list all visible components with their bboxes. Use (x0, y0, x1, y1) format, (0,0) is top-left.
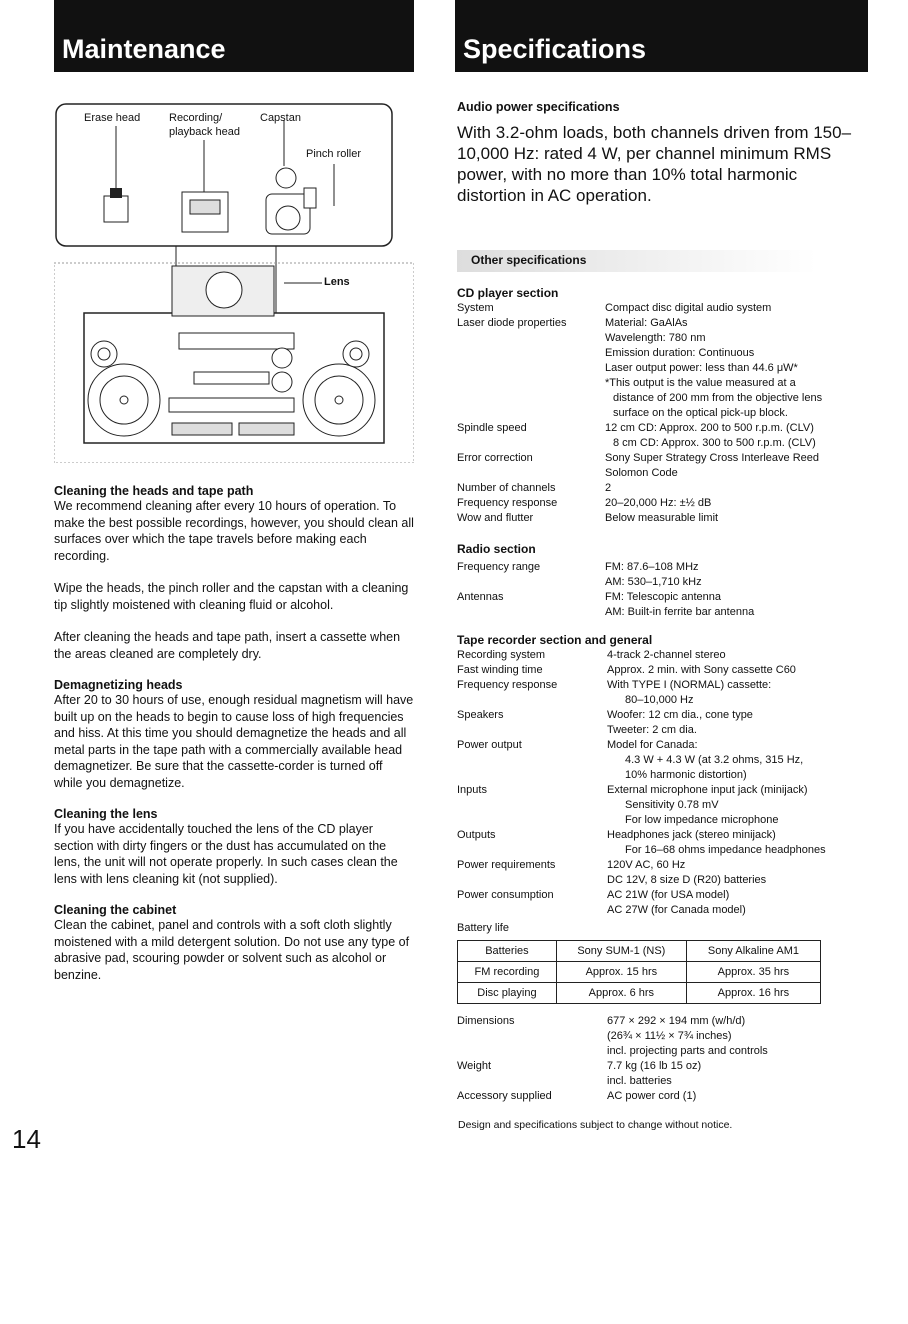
maintenance-title-banner (54, 0, 414, 72)
spec-key: Power requirements (457, 859, 556, 871)
spec-value: FM: 87.6–108 MHz (605, 561, 699, 573)
spec-value: Sony Super Strategy Cross Interleave Reed (605, 452, 820, 464)
spec-key: Number of channels (457, 482, 556, 494)
spec-value: Sensitivity 0.78 mV (625, 799, 719, 811)
maintenance-illustration (54, 88, 414, 463)
paragraph: Clean the cabinet, panel and controls with a soft cloth slightly moistened with a mild detergent solution. Do not use any type of abrasive pad, scouring powder or solvent such as alcohol or benzine. (54, 918, 410, 982)
spec-value: 677 × 292 × 194 mm (w/h/d) (607, 1015, 746, 1027)
spec-value: 12 cm CD: Approx. 200 to 500 r.p.m. (CLV) (605, 422, 814, 434)
paragraph: Wipe the heads, the pinch roller and the capstan with a cleaning tip slightly moistened with cleaning fluid or alcohol. (54, 581, 409, 612)
tape-section (457, 633, 857, 936)
spec-value: External microphone input jack (minijack) (607, 784, 808, 796)
paragraph: We recommend cleaning after every 10 hours of operation. To make the best possible recordings, however, you should clean all surfaces over which the tape travels before making each recording. (54, 499, 414, 563)
section-heading: Cleaning the cabinet (54, 903, 177, 917)
spec-key: Weight (457, 1060, 492, 1072)
spec-key: Power consumption (457, 889, 554, 901)
section-cleaning-heads (54, 484, 414, 564)
audio-power-heading: Audio power specifications (457, 100, 620, 114)
spec-key: Spindle speed (457, 422, 527, 434)
spec-value: Material: GaAlAs (605, 317, 688, 329)
spec-key: Dimensions (457, 1015, 515, 1027)
spec-value: Model for Canada: (607, 739, 698, 751)
spec-key: Wow and flutter (457, 512, 534, 524)
audio-power-text: With 3.2-ohm loads, both channels driven from 150–10,000 Hz: rated 4 W, per channel minimum RMS power, with no more than 10% total harmonic distortion in AC operation. (457, 123, 852, 205)
spec-value: 120V AC, 60 Hz (607, 859, 686, 871)
spec-value: 2 (605, 482, 612, 494)
spec-value: DC 12V, 8 size D (R20) batteries (607, 874, 767, 886)
spec-value: FM: Telescopic antenna (605, 591, 721, 603)
table-cell: FM recording (458, 962, 557, 983)
tape-heading: Tape recorder section and general (457, 633, 653, 647)
maintenance-title: Maintenance (62, 34, 226, 64)
spec-key: Outputs (457, 829, 496, 841)
spec-value: Compact disc digital audio system (605, 302, 772, 314)
table-header: Sony SUM-1 (NS) (556, 941, 686, 962)
spec-key: Antennas (457, 591, 504, 603)
section-after-cleaning (54, 629, 414, 662)
spec-note: surface on the optical pick-up block. (613, 407, 788, 419)
spec-key: Error correction (457, 452, 533, 464)
audio-power-block (457, 100, 867, 206)
radio-section (457, 542, 857, 620)
spec-key: Frequency response (457, 679, 558, 691)
spec-key: Fast winding time (457, 664, 543, 676)
spec-key: Frequency range (457, 561, 541, 573)
table-cell: Approx. 16 hrs (686, 983, 820, 1004)
table-cell: Approx. 35 hrs (686, 962, 820, 983)
other-specifications-bar (457, 250, 817, 272)
spec-value: For low impedance microphone (625, 814, 779, 826)
specifications-title-banner (455, 0, 868, 72)
footer-note: Design and specifications subject to change without notice. (458, 1119, 733, 1131)
spec-value: incl. projecting parts and controls (607, 1045, 768, 1057)
table-header: Batteries (458, 941, 557, 962)
spec-value: 80–10,000 Hz (625, 694, 694, 706)
spec-value: Tweeter: 2 cm dia. (607, 724, 697, 736)
spec-key: Battery life (457, 922, 509, 934)
maintenance-text (54, 484, 414, 999)
erase-head-label: Erase head (84, 112, 141, 124)
spec-value: Below measurable limit (605, 512, 719, 524)
radio-heading: Radio section (457, 542, 536, 556)
table-cell: Disc playing (458, 983, 557, 1004)
spec-note: *This output is the value measured at a (605, 377, 796, 389)
spec-key: Power output (457, 739, 522, 751)
other-specifications-heading: Other specifications (471, 253, 587, 267)
section-heading: Cleaning the lens (54, 807, 158, 821)
cd-heading: CD player section (457, 286, 559, 300)
spec-value: For 16–68 ohms impedance headphones (625, 844, 826, 856)
recording-head-label-2: playback head (169, 126, 240, 138)
table-cell: Approx. 15 hrs (556, 962, 686, 983)
spec-value: Emission duration: Continuous (605, 347, 755, 359)
paragraph: After 20 to 30 hours of use, enough residual magnetism will have built up on the heads to begin to cause loss of high frequencies and hiss. At this time you should demagnetize the heads and all metal parts in the tape path with a commercially available head demagnetizer. Be sure that the cassette-corder is turned off while you demagnetize. (54, 693, 414, 790)
spec-value: 4-track 2-channel stereo (607, 649, 726, 661)
stereo-illustration-svg (54, 88, 414, 463)
spec-value: Solomon Code (605, 467, 678, 479)
section-cleaning-lens (54, 807, 414, 887)
section-cleaning-cabinet (54, 903, 414, 983)
battery-life-table (457, 940, 821, 1004)
cd-player-section (457, 286, 857, 526)
spec-value: 10% harmonic distortion) (625, 769, 747, 781)
spec-key: Accessory supplied (457, 1090, 552, 1102)
spec-key: Frequency response (457, 497, 558, 509)
section-wipe (54, 580, 414, 613)
spec-value: incl. batteries (607, 1075, 672, 1087)
spec-value: 7.7 kg (16 lb 15 oz) (607, 1060, 702, 1072)
spec-value: Wavelength: 780 nm (605, 332, 706, 344)
spec-value: AC power cord (1) (607, 1090, 697, 1102)
general-section (457, 1014, 857, 1104)
section-demagnetizing (54, 678, 414, 791)
spec-key: Speakers (457, 709, 504, 721)
spec-value: AC 27W (for Canada model) (607, 904, 746, 916)
spec-value: Laser output power: less than 44.6 μW* (605, 362, 798, 374)
recording-head-label-1: Recording/ (169, 112, 223, 124)
spec-key: Recording system (457, 649, 546, 661)
spec-value: AM: Built-in ferrite bar antenna (605, 606, 755, 618)
page-number: 14 (12, 1124, 41, 1154)
table-row (458, 962, 821, 983)
spec-value: With TYPE I (NORMAL) cassette: (607, 679, 772, 691)
table-header: Sony Alkaline AM1 (686, 941, 820, 962)
lens-label: Lens (324, 276, 350, 288)
spec-value: AC 21W (for USA model) (607, 889, 730, 901)
spec-value: AM: 530–1,710 kHz (605, 576, 702, 588)
table-header-row (458, 941, 821, 962)
spec-key: Inputs (457, 784, 487, 796)
paragraph: If you have accidentally touched the lens of the CD player section with dirty fingers or the dust has accumulated on the lens, the unit will not operate properly. In such cases clean the lens with lens cleaning kit (not supplied). (54, 822, 398, 886)
spec-value: Approx. 2 min. with Sony cassette C60 (607, 664, 796, 676)
spec-key: System (457, 302, 494, 314)
spec-value: Headphones jack (stereo minijack) (607, 829, 776, 841)
spec-value: 8 cm CD: Approx. 300 to 500 r.p.m. (CLV) (613, 437, 816, 449)
table-cell: Approx. 6 hrs (556, 983, 686, 1004)
spec-value: 20–20,000 Hz: ±½ dB (605, 497, 712, 509)
spec-key: Laser diode properties (457, 317, 567, 329)
table-row (458, 983, 821, 1004)
specifications-title: Specifications (463, 34, 647, 64)
spec-value: 4.3 W + 4.3 W (at 3.2 ohms, 315 Hz, (625, 754, 804, 766)
section-heading: Cleaning the heads and tape path (54, 484, 254, 498)
spec-note: distance of 200 mm from the objective lens (613, 392, 823, 404)
spec-value: Woofer: 12 cm dia., cone type (607, 709, 753, 721)
section-heading: Demagnetizing heads (54, 678, 183, 692)
pinch-roller-label: Pinch roller (306, 148, 362, 160)
paragraph: After cleaning the heads and tape path, insert a cassette when the areas cleaned are completely dry. (54, 630, 401, 661)
spec-value: (26¾ × 11½ × 7¾ inches) (607, 1030, 732, 1042)
capstan-label: Capstan (260, 112, 301, 124)
